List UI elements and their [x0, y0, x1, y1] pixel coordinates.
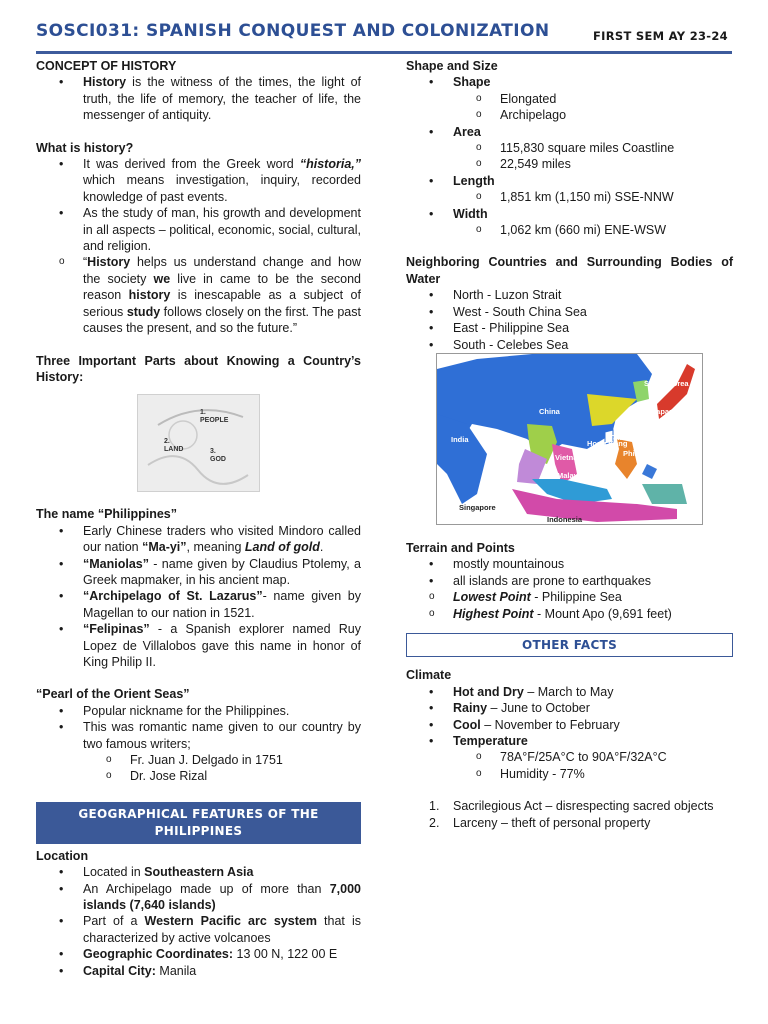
fig-land-label: 2. LAND	[164, 438, 184, 454]
climate-list	[406, 684, 733, 782]
list-item: • North - Luzon Strait	[406, 287, 733, 303]
list-item: • Rainy – June to October	[406, 700, 733, 716]
list-item: o 115,830 square miles Coastline	[406, 140, 733, 156]
list-item: • An Archipelago made up of more than 7,000 islands (7,640 islands)	[36, 881, 361, 914]
list-item: • Capital City: Manila	[36, 963, 361, 979]
list-item: • all islands are prone to earthquakes	[406, 573, 733, 589]
list-item: • South - Celebes Sea	[406, 337, 733, 353]
geo-features-banner: GEOGRAPHICAL FEATURES OF THE PHILIPPINES	[36, 802, 361, 844]
list-item: • This was romantic name given to our country by two famous writers;	[36, 719, 361, 752]
list-item: • History is the witness of the times, the light of truth, the life of memory, the teacher of life, the messenger of antiquity.	[36, 74, 361, 123]
list-item: o Fr. Juan J. Delgado in 1751	[36, 752, 361, 768]
map-label-malaysia: Malaysia	[557, 470, 589, 480]
list-item: • Located in Southeastern Asia	[36, 864, 361, 880]
neighbors-heading: Neighboring Countries and Surrounding Bodies of Water	[406, 255, 733, 286]
list-item: • Cool – November to February	[406, 717, 733, 733]
map-label-south-korea: South Korea	[644, 378, 689, 388]
pearl-list	[36, 703, 361, 785]
right-column	[406, 58, 733, 831]
list-item: • East - Philippine Sea	[406, 320, 733, 336]
list-item: o Highest Point - Mount Apo (9,691 feet)	[406, 606, 733, 622]
name-philippines-heading: The name “Philippines”	[36, 507, 177, 522]
list-item: o 78A°F/25A°C to 90A°F/32A°C	[406, 749, 733, 765]
terrain-list	[406, 556, 733, 622]
people-land-god-figure	[137, 394, 260, 492]
list-item: • Popular nickname for the Philippines.	[36, 703, 361, 719]
concept-heading: CONCEPT OF HISTORY	[36, 59, 177, 73]
location-list	[36, 864, 361, 979]
semester-label: FIRST SEM AY 23-24	[592, 29, 728, 43]
list-item: • Geographic Coordinates: 13 00 N, 122 00 E	[36, 946, 361, 962]
list-item: • “Felipinas” - a Spanish explorer named Ruy Lopez de Villalobos gave this name in honor of King Philip II.	[36, 621, 361, 670]
left-column	[36, 58, 361, 979]
list-item: • Hot and Dry – March to May	[406, 684, 733, 700]
neighbors-list	[406, 287, 733, 353]
what-is-heading: What is history?	[36, 140, 134, 155]
list-item: • It was derived from the Greek word “historia,” which means investigation, inquiry, recorded knowledge of past events.	[36, 156, 361, 205]
list-item: o 22,549 miles	[406, 156, 733, 172]
three-parts-heading: Three Important Parts about Knowing a Country’s History:	[36, 353, 361, 384]
course-title: SOSCI031: SPANISH CONQUEST AND COLONIZATION	[36, 21, 550, 41]
map-label-china: China	[539, 406, 560, 416]
quote-item: o “History helps us understand change and how the society we live in came to be the second reason history is inescapable as a subject of serious study follows closely on the first. The past causes the present, and so the future.”	[36, 254, 361, 336]
shape-size-list	[406, 74, 733, 238]
crimes-list	[406, 798, 733, 831]
list-item: • West - South China Sea	[406, 304, 733, 320]
list-item: o Archipelago	[406, 107, 733, 123]
list-item: • Early Chinese traders who visited Mindoro called our nation “Ma-yi”, meaning Land of gold.	[36, 523, 361, 556]
list-item: o Humidity - 77%	[406, 766, 733, 782]
asia-map	[436, 353, 703, 525]
list-item: • As the study of man, his growth and development in all aspects – political, economic, social, cultural, and religion.	[36, 205, 361, 254]
other-facts-banner: OTHER FACTS	[406, 633, 733, 657]
list-item: • Area	[406, 124, 733, 140]
concept-list	[36, 74, 361, 123]
list-item: o Elongated	[406, 91, 733, 107]
map-label-japan: Japan	[652, 406, 674, 416]
list-item: o Lowest Point - Philippine Sea	[406, 589, 733, 605]
terrain-heading: Terrain and Points	[406, 540, 515, 555]
list-item: o Dr. Jose Rizal	[36, 768, 361, 784]
map-label-indonesia: Indonesia	[547, 514, 583, 524]
page-header	[36, 23, 732, 54]
list-item: • “Maniolas” - name given by Claudius Ptolemy, a Greek mapmaker, in his ancient map.	[36, 556, 361, 589]
climate-heading: Climate	[406, 668, 452, 683]
list-item: 1. Sacrilegious Act – disrespecting sacred objects	[429, 799, 714, 814]
pearl-heading: “Pearl of the Orient Seas”	[36, 687, 190, 702]
list-item: o 1,851 km (1,150 mi) SSE-NNW	[406, 189, 733, 205]
list-item: • mostly mountainous	[406, 556, 733, 572]
name-philippines-list	[36, 523, 361, 671]
list-item: • Length	[406, 173, 733, 189]
fig-god-label: 3. GOD	[210, 448, 226, 464]
list-item: • Shape	[406, 74, 733, 90]
what-is-list	[36, 156, 361, 336]
map-label-vietnam: Vietnam	[555, 452, 585, 462]
map-label-philippines: Philippines	[623, 448, 664, 458]
list-item: • Part of a Western Pacific arc system that is characterized by active volcanoes	[36, 913, 361, 946]
map-label-hong-kong: Hong Kong	[587, 438, 628, 448]
list-item: 2. Larceny – theft of personal property	[429, 815, 651, 830]
list-item: • Temperature	[406, 733, 733, 749]
fig-people-label: 1. PEOPLE	[200, 409, 229, 425]
map-label-taiwan: Taiwan	[609, 432, 634, 442]
location-heading: Location	[36, 848, 89, 863]
map-label-india: India	[451, 434, 469, 444]
list-item: • Width	[406, 206, 733, 222]
list-item: o 1,062 km (660 mi) ENE-WSW	[406, 222, 733, 238]
shape-size-heading: Shape and Size	[406, 59, 498, 73]
list-item: • “Archipelago of St. Lazarus”- name given by Magellan to our nation in 1521.	[36, 588, 361, 621]
map-label-singapore: Singapore	[459, 502, 496, 512]
figure-sketch	[138, 395, 259, 491]
